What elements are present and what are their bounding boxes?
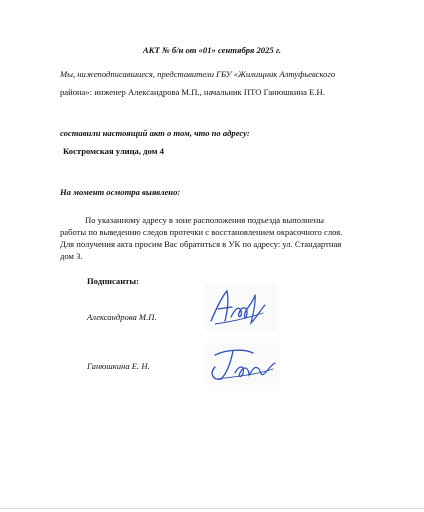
intro-line-2: района»: инженер Александрова М.П., начальник ПТО Ганюшкина Е.Н. xyxy=(60,87,325,97)
signatory-name-2: Ганюшкина Е. Н. xyxy=(87,361,150,371)
inspection-address: Костромская улица, дом 4 xyxy=(63,146,164,156)
composed-statement: составили настоящий акт о том, что по адресу: xyxy=(60,128,250,138)
findings-heading: На момент осмотра выявлено: xyxy=(60,187,181,197)
signatories-heading: Подписанты: xyxy=(87,276,139,286)
intro-line-1: Мы, нижеподписавшиеся, представители ГБУ «Жилищник Алтуфьевского xyxy=(60,69,336,79)
findings-line: работы по выведению следов протечки с восстановлением окрасочного слоя. xyxy=(60,227,343,237)
findings-body xyxy=(60,214,365,262)
signature-image-2 xyxy=(205,343,280,385)
findings-line: По указанному адресу в зоне расположения подъезда выполнены xyxy=(85,215,324,225)
act-title: АКТ № б/н от «01» сентября 2025 г. xyxy=(142,45,282,55)
findings-line: Для получения акта просим Вас обратиться в УК по адресу: ул. Стандартная xyxy=(60,239,342,249)
signature-image-1 xyxy=(205,283,277,331)
signatory-name-1: Александрова М.П. xyxy=(87,312,157,322)
page-bottom-divider xyxy=(0,508,424,509)
findings-line: дом 3. xyxy=(60,251,83,261)
